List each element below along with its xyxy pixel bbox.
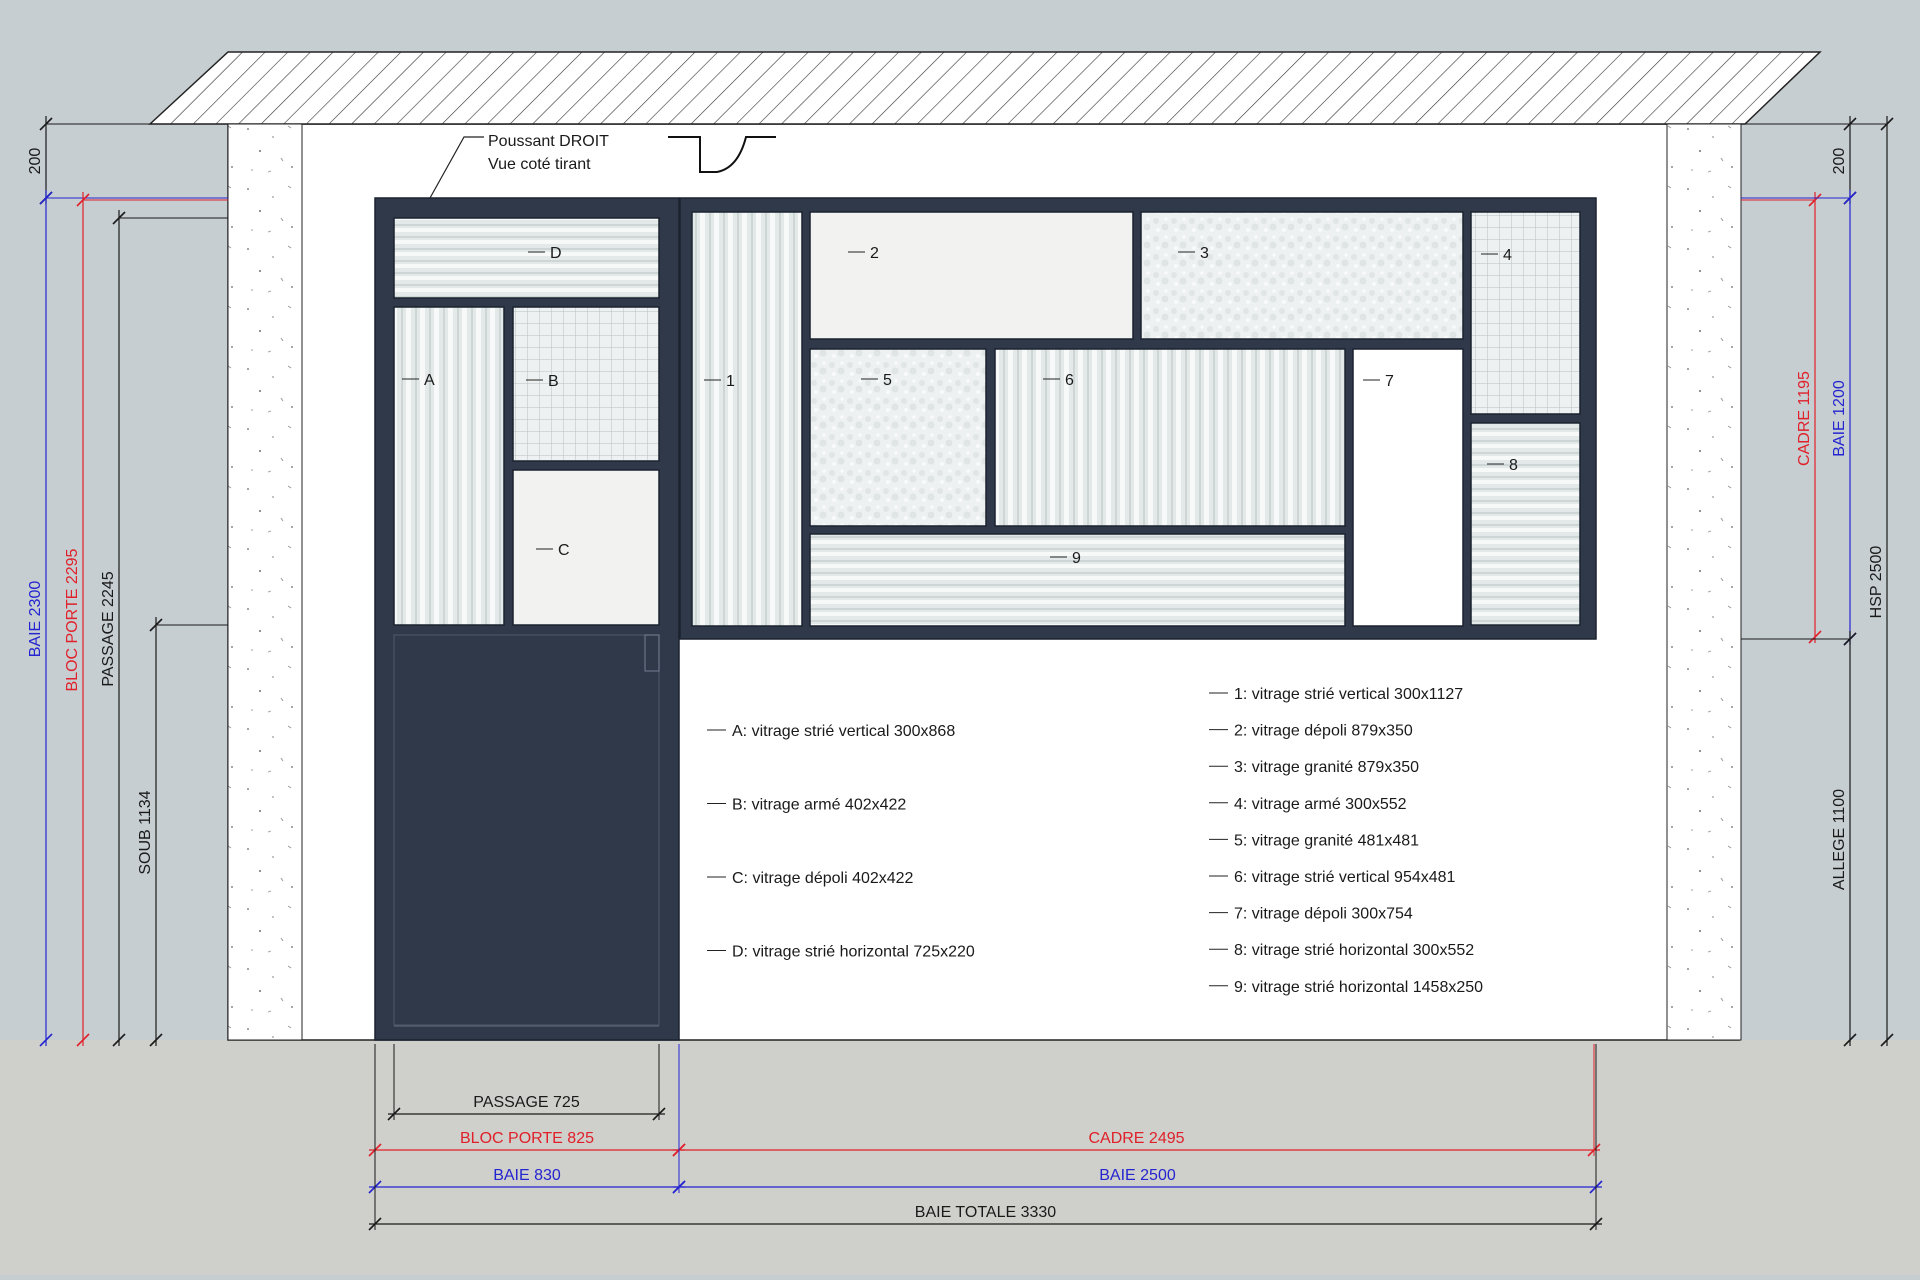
pane-label-3: 3 bbox=[1200, 245, 1209, 262]
right-pillar bbox=[1667, 124, 1741, 1040]
dim-soub-1134-label: SOUB 1134 bbox=[137, 790, 154, 875]
pane-label-B: B bbox=[548, 373, 559, 390]
pane-1 bbox=[692, 212, 802, 626]
dim-baie-830-label: BAIE 830 bbox=[493, 1167, 561, 1184]
dim-allege-1100-label: ALLEGE 1100 bbox=[1831, 788, 1848, 891]
legend-frame-item-1: 2: vitrage dépoli 879x350 bbox=[1234, 722, 1413, 740]
dim-baie-2500-label: BAIE 2500 bbox=[1099, 1167, 1176, 1184]
legend-frame-item-0: 1: vitrage strié vertical 300x1127 bbox=[1234, 686, 1464, 703]
pane-label-A: A bbox=[424, 372, 435, 389]
pane-label-1: 1 bbox=[726, 373, 735, 390]
pane-6 bbox=[995, 349, 1345, 526]
dim-bloc-porte-2295-label: BLOC PORTE 2295 bbox=[64, 548, 81, 692]
left-pillar bbox=[228, 124, 302, 1040]
pane-9 bbox=[810, 534, 1345, 626]
pane-8 bbox=[1471, 423, 1580, 625]
dim-right-200-label: 200 bbox=[1831, 147, 1848, 175]
pane-4 bbox=[1471, 212, 1580, 414]
pane-7 bbox=[1353, 349, 1463, 626]
pane-2 bbox=[810, 212, 1133, 339]
dim-baie-totale-3330-label: BAIE TOTALE 3330 bbox=[914, 1204, 1057, 1221]
pane-label-2: 2 bbox=[870, 245, 879, 262]
pane-label-5: 5 bbox=[883, 372, 892, 389]
annotation-line-1: Poussant DROIT bbox=[488, 133, 609, 150]
floor bbox=[0, 1040, 1920, 1275]
pane-label-D: D bbox=[550, 245, 562, 262]
dim-passage-2245-label: PASSAGE 2245 bbox=[100, 571, 117, 687]
legend-frame-item-4: 5: vitrage granité 481x481 bbox=[1234, 832, 1420, 850]
dim-bloc-porte-825-label: BLOC PORTE 825 bbox=[460, 1130, 594, 1147]
dim-baie-2300-label: BAIE 2300 bbox=[27, 580, 44, 658]
pane-label-9: 9 bbox=[1072, 550, 1081, 567]
pane-label-8: 8 bbox=[1509, 457, 1518, 474]
legend-door-item-0: A: vitrage strié vertical 300x868 bbox=[732, 723, 956, 740]
annotation-line-2: Vue coté tirant bbox=[488, 156, 591, 173]
legend-frame-item-7: 8: vitrage strié horizontal 300x552 bbox=[1234, 942, 1475, 960]
legend-frame-item-3: 4: vitrage armé 300x552 bbox=[1234, 795, 1407, 813]
pane-D bbox=[394, 218, 659, 298]
pane-label-6: 6 bbox=[1065, 372, 1074, 389]
pane-label-7: 7 bbox=[1385, 373, 1394, 390]
dim-cadre-2495-label: CADRE 2495 bbox=[1088, 1130, 1185, 1147]
legend-frame-item-5: 6: vitrage strié vertical 954x481 bbox=[1234, 869, 1456, 886]
pane-3 bbox=[1141, 212, 1463, 339]
ceiling-slab bbox=[150, 52, 1820, 124]
legend-frame-item-2: 3: vitrage granité 879x350 bbox=[1234, 759, 1420, 777]
dim-hsp-2500-label: HSP 2500 bbox=[1868, 545, 1885, 619]
legend-frame-item-8: 9: vitrage strié horizontal 1458x250 bbox=[1234, 978, 1484, 996]
dim-cadre-1195-label: CADRE 1195 bbox=[1796, 371, 1813, 466]
dim-passage-725-label: PASSAGE 725 bbox=[473, 1094, 580, 1111]
pane-A bbox=[394, 307, 504, 625]
door-panel bbox=[394, 635, 659, 1025]
legend-door-item-1: B: vitrage armé 402x422 bbox=[732, 796, 907, 814]
dim-baie-1200-label: BAIE 1200 bbox=[1831, 380, 1848, 457]
pane-B bbox=[513, 307, 659, 461]
pane-label-C: C bbox=[558, 542, 570, 559]
pane-label-4: 4 bbox=[1503, 247, 1512, 264]
pane-5 bbox=[810, 349, 986, 526]
legend-door-item-2: C: vitrage dépoli 402x422 bbox=[732, 870, 914, 887]
legend-frame-item-6: 7: vitrage dépoli 300x754 bbox=[1234, 905, 1413, 923]
pane-C bbox=[513, 470, 659, 625]
legend-door-item-3: D: vitrage strié horizontal 725x220 bbox=[732, 943, 975, 961]
dim-left-200-label: 200 bbox=[27, 147, 44, 175]
